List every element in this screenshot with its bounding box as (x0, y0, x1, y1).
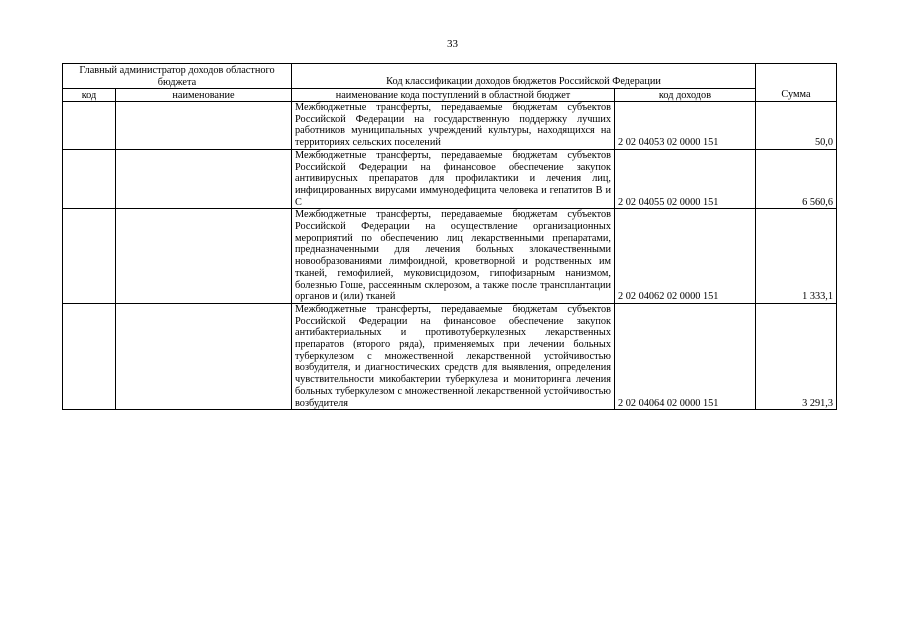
sum-column-header: Сумма (756, 64, 837, 102)
naimenovanie-cell (116, 149, 292, 209)
sum-cell: 50,0 (756, 102, 837, 150)
naimenovanie-cell (116, 303, 292, 409)
budget-revenue-table (62, 63, 837, 410)
naimenovanie-cell (116, 209, 292, 304)
table-row (63, 102, 837, 150)
sum-cell: 1 333,1 (756, 209, 837, 304)
income-name-column-header: наименование кода поступлений в областной бюджет (292, 89, 615, 102)
kod-cell (63, 149, 116, 209)
kod-cell (63, 209, 116, 304)
income-code-cell: 2 02 04064 02 0000 151 (615, 303, 756, 409)
header-row-top (63, 64, 837, 89)
income-description-cell: Межбюджетные трансферты, передаваемые бюджетам субъектов Российской Федерации на государственную поддержку лучших работников муниципальных учреждений культуры, находящихся на территориях сельских поселений (292, 102, 615, 150)
income-description-cell: Межбюджетные трансферты, передаваемые бюджетам субъектов Российской Федерации на финансовое обеспечение закупок антибактериальных и противотуберкулезных лекарственных препаратов (второго ряда), применяемых при лечении больных туберкулезом с множественной лекарственной устойчивостью возбудителя, и диагностических средств для выявления, определения чувствительности микобактерии туберкулеза и мониторинга лечения больных туберкулезом с множественной лекарственной устойчивостью возбудителя (292, 303, 615, 409)
sum-cell: 6 560,6 (756, 149, 837, 209)
header-row-sub (63, 89, 837, 102)
income-description-cell: Межбюджетные трансферты, передаваемые бюджетам субъектов Российской Федерации на финансовое обеспечение закупок антивирусных препаратов для профилактики и лечения лиц, инфицированных вирусами иммунодефицита человека и гепатитов В и С (292, 149, 615, 209)
page-number: 33 (447, 38, 458, 50)
income-code-cell: 2 02 04053 02 0000 151 (615, 102, 756, 150)
income-code-column-header: код доходов (615, 89, 756, 102)
income-code-cell: 2 02 04055 02 0000 151 (615, 149, 756, 209)
admin-group-header: Главный администратор доходов областного бюджета (63, 64, 292, 89)
kod-cell (63, 303, 116, 409)
income-code-cell: 2 02 04062 02 0000 151 (615, 209, 756, 304)
naimenovanie-cell (116, 102, 292, 150)
table-row (63, 303, 837, 409)
table-row (63, 149, 837, 209)
table-body (63, 102, 837, 410)
classification-group-header: Код классификации доходов бюджетов Российской Федерации (292, 64, 756, 89)
kod-cell (63, 102, 116, 150)
sum-cell: 3 291,3 (756, 303, 837, 409)
income-description-cell: Межбюджетные трансферты, передаваемые бюджетам субъектов Российской Федерации на осуществление организационных мероприятий по обеспечению лиц лекарственными препаратами, предназначенными для лечения больных злокачественными новообразованиями лимфоидной, кроветворной и родственных им тканей, гемофилией, муковисцидозом, гипофизарным нанизмом, болезнью Гоше, рассеянным склерозом, а также после трансплантации органов и (или) тканей (292, 209, 615, 304)
table-header (63, 64, 837, 102)
kod-column-header: код (63, 89, 116, 102)
naimenovanie-column-header: наименование (116, 89, 292, 102)
table-row (63, 209, 837, 304)
